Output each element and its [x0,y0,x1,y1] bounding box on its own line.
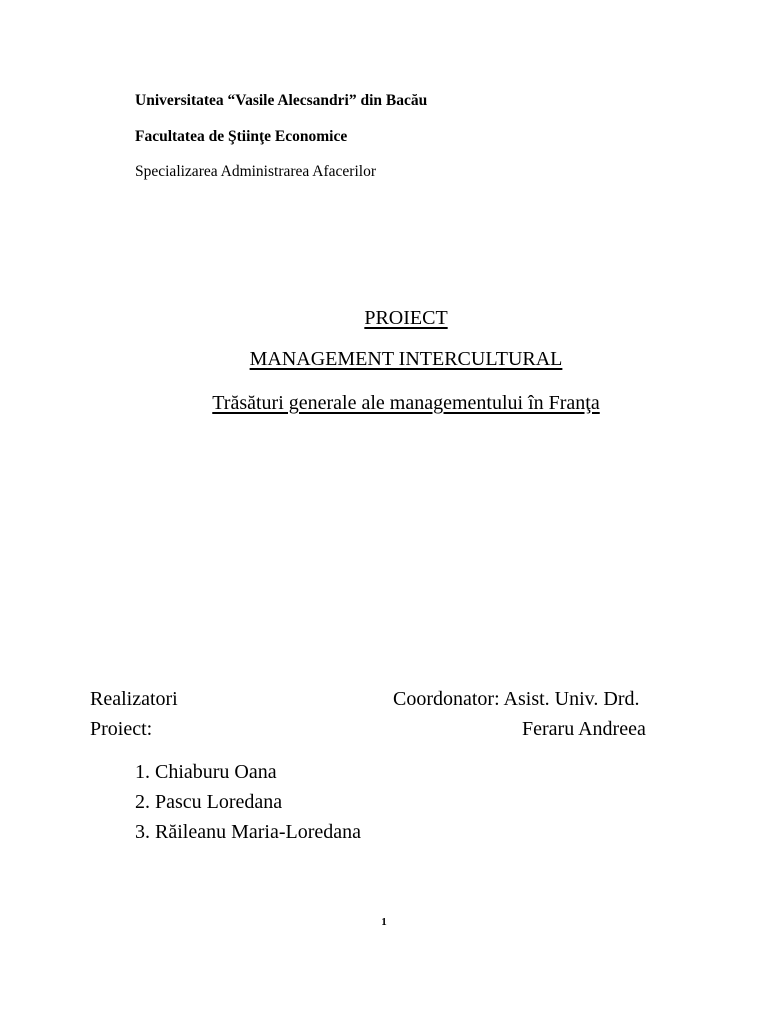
authors-label-line1: Realizatori [90,688,178,710]
university-name: Universitatea “Vasile Alecsandri” din Bacău [135,92,428,109]
author-list-item: 3. Răileanu Maria-Loredana [135,821,362,843]
coordinator-name: Feraru Andreea [522,718,646,740]
specialization-name: Specializarea Administrarea Afacerilor [135,163,376,180]
author-list-item: 1. Chiaburu Oana [135,761,277,783]
project-subtitle: Trăsături generale ale managementului în Franţa [212,392,600,414]
page-number: 1 [381,916,387,928]
coordinator-title: Coordonator: Asist. Univ. Drd. [393,688,640,710]
project-label: PROIECT [364,307,448,329]
author-list-item: 2. Pascu Loredana [135,791,283,813]
course-title: MANAGEMENT INTERCULTURAL [249,348,563,370]
faculty-name: Facultatea de Ştiinţe Economice [135,128,348,145]
authors-label-line2: Proiect: [90,718,153,740]
